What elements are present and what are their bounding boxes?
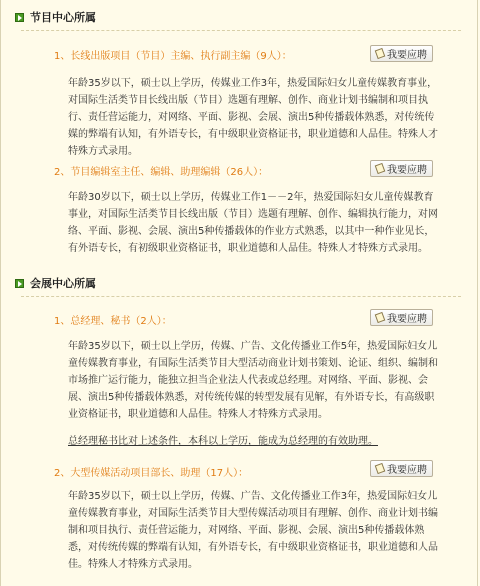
job-description-text: 年龄35岁以下，硕士以上学历，传媒业工作3年，热爱国际妇女儿童传媒教育事业，对国际生活类节目长线出版（节目）选题有理解、创作、商业计划书编制和项目执行、责任营运能力，对网络、平面、影视、会展、演出5种传播载体熟悉，对传统传媒的弊端有认知，有外语专长，有中级职业资格证书，职业道德和人品佳。特殊人才特殊方式录用。 — [68, 78, 438, 157]
section-title: 节目中心所属 — [30, 11, 96, 24]
section-divider — [21, 30, 461, 31]
pencil-icon — [375, 463, 386, 474]
apply-button[interactable] — [370, 45, 433, 62]
apply-button-label: 我要应聘 — [387, 165, 427, 176]
job-description — [68, 488, 440, 573]
pencil-icon — [375, 48, 386, 59]
job-note: 总经理秘书比对上述条件，本科以上学历，能成为总经理的有效助理。 — [68, 436, 378, 447]
pencil-icon — [375, 312, 386, 323]
section-title: 会展中心所属 — [30, 277, 96, 290]
section-divider — [21, 296, 461, 297]
job-description-text: 年龄30岁以下，硕士以上学历，传媒业工作1－－2年，热爱国际妇女儿童传媒教育事业，对国际生活类节目长线出版（节目）选题有理解、创作、编辑执行能力，对网络、平面、影视、会展、演出5种传播载体的作业方式熟悉，以其中一种作业见长，有外语专长，有初级职业资格证书，职业道德和人品佳。特殊人才特殊方式录用。 — [68, 192, 438, 254]
apply-button-label: 我要应聘 — [387, 465, 427, 476]
job-title[interactable]: 1、总经理、秘书（2人）： — [54, 316, 172, 327]
arrow-bullet-icon — [15, 279, 24, 288]
section-header-exhibition-center — [15, 275, 96, 291]
apply-button[interactable] — [370, 309, 433, 326]
pencil-icon — [375, 163, 386, 174]
job-description-text: 年龄35岁以下，硕士以上学历，传媒、广告、文化传播业工作5年，热爱国际妇女儿童传媒教育事业，有国际生活类节目大型活动商业计划书策划、论证、组织、编制和市场推广运行能力，能独立担当企业法人代表或总经理。对网络、平面、影视、会展、演出5种传播载体熟悉，对传统传媒的转型发展有见解，有外语专长，有高级职业资格证书，职业道德和人品佳。特殊人才特殊方式录用。 — [68, 341, 438, 420]
job-title[interactable]: 2、节目编辑室主任、编辑、助理编辑（26人）： — [54, 167, 269, 178]
job-title[interactable]: 1、长线出版项目（节目）主编、执行副主编（9人）： — [54, 51, 292, 62]
apply-button-label: 我要应聘 — [387, 50, 427, 61]
apply-button[interactable] — [370, 160, 433, 177]
job-description-text: 年龄35岁以下，硕士以上学历，传媒、广告、文化传播业工作3年，热爱国际妇女儿童传媒教育事业，对国际生活类节目大型传媒活动项目有理解、创作、商业计划书编制和项目执行、责任营运能力，对网络、平面、影视、会展、演出5种传播载体熟悉，对传统传媒的弊端有认知，有外语专长，有中级职业资格证书，职业道德和人品佳。特殊人才特殊方式录用。 — [68, 491, 438, 570]
arrow-bullet-icon — [15, 13, 24, 22]
job-description — [68, 75, 440, 160]
apply-button[interactable] — [370, 460, 433, 477]
section-header-program-center — [15, 9, 96, 25]
job-title[interactable]: 2、大型传媒活动项目部长、助理（17人）： — [54, 468, 249, 479]
apply-button-label: 我要应聘 — [387, 314, 427, 325]
job-description — [68, 189, 440, 257]
job-description — [68, 338, 440, 423]
